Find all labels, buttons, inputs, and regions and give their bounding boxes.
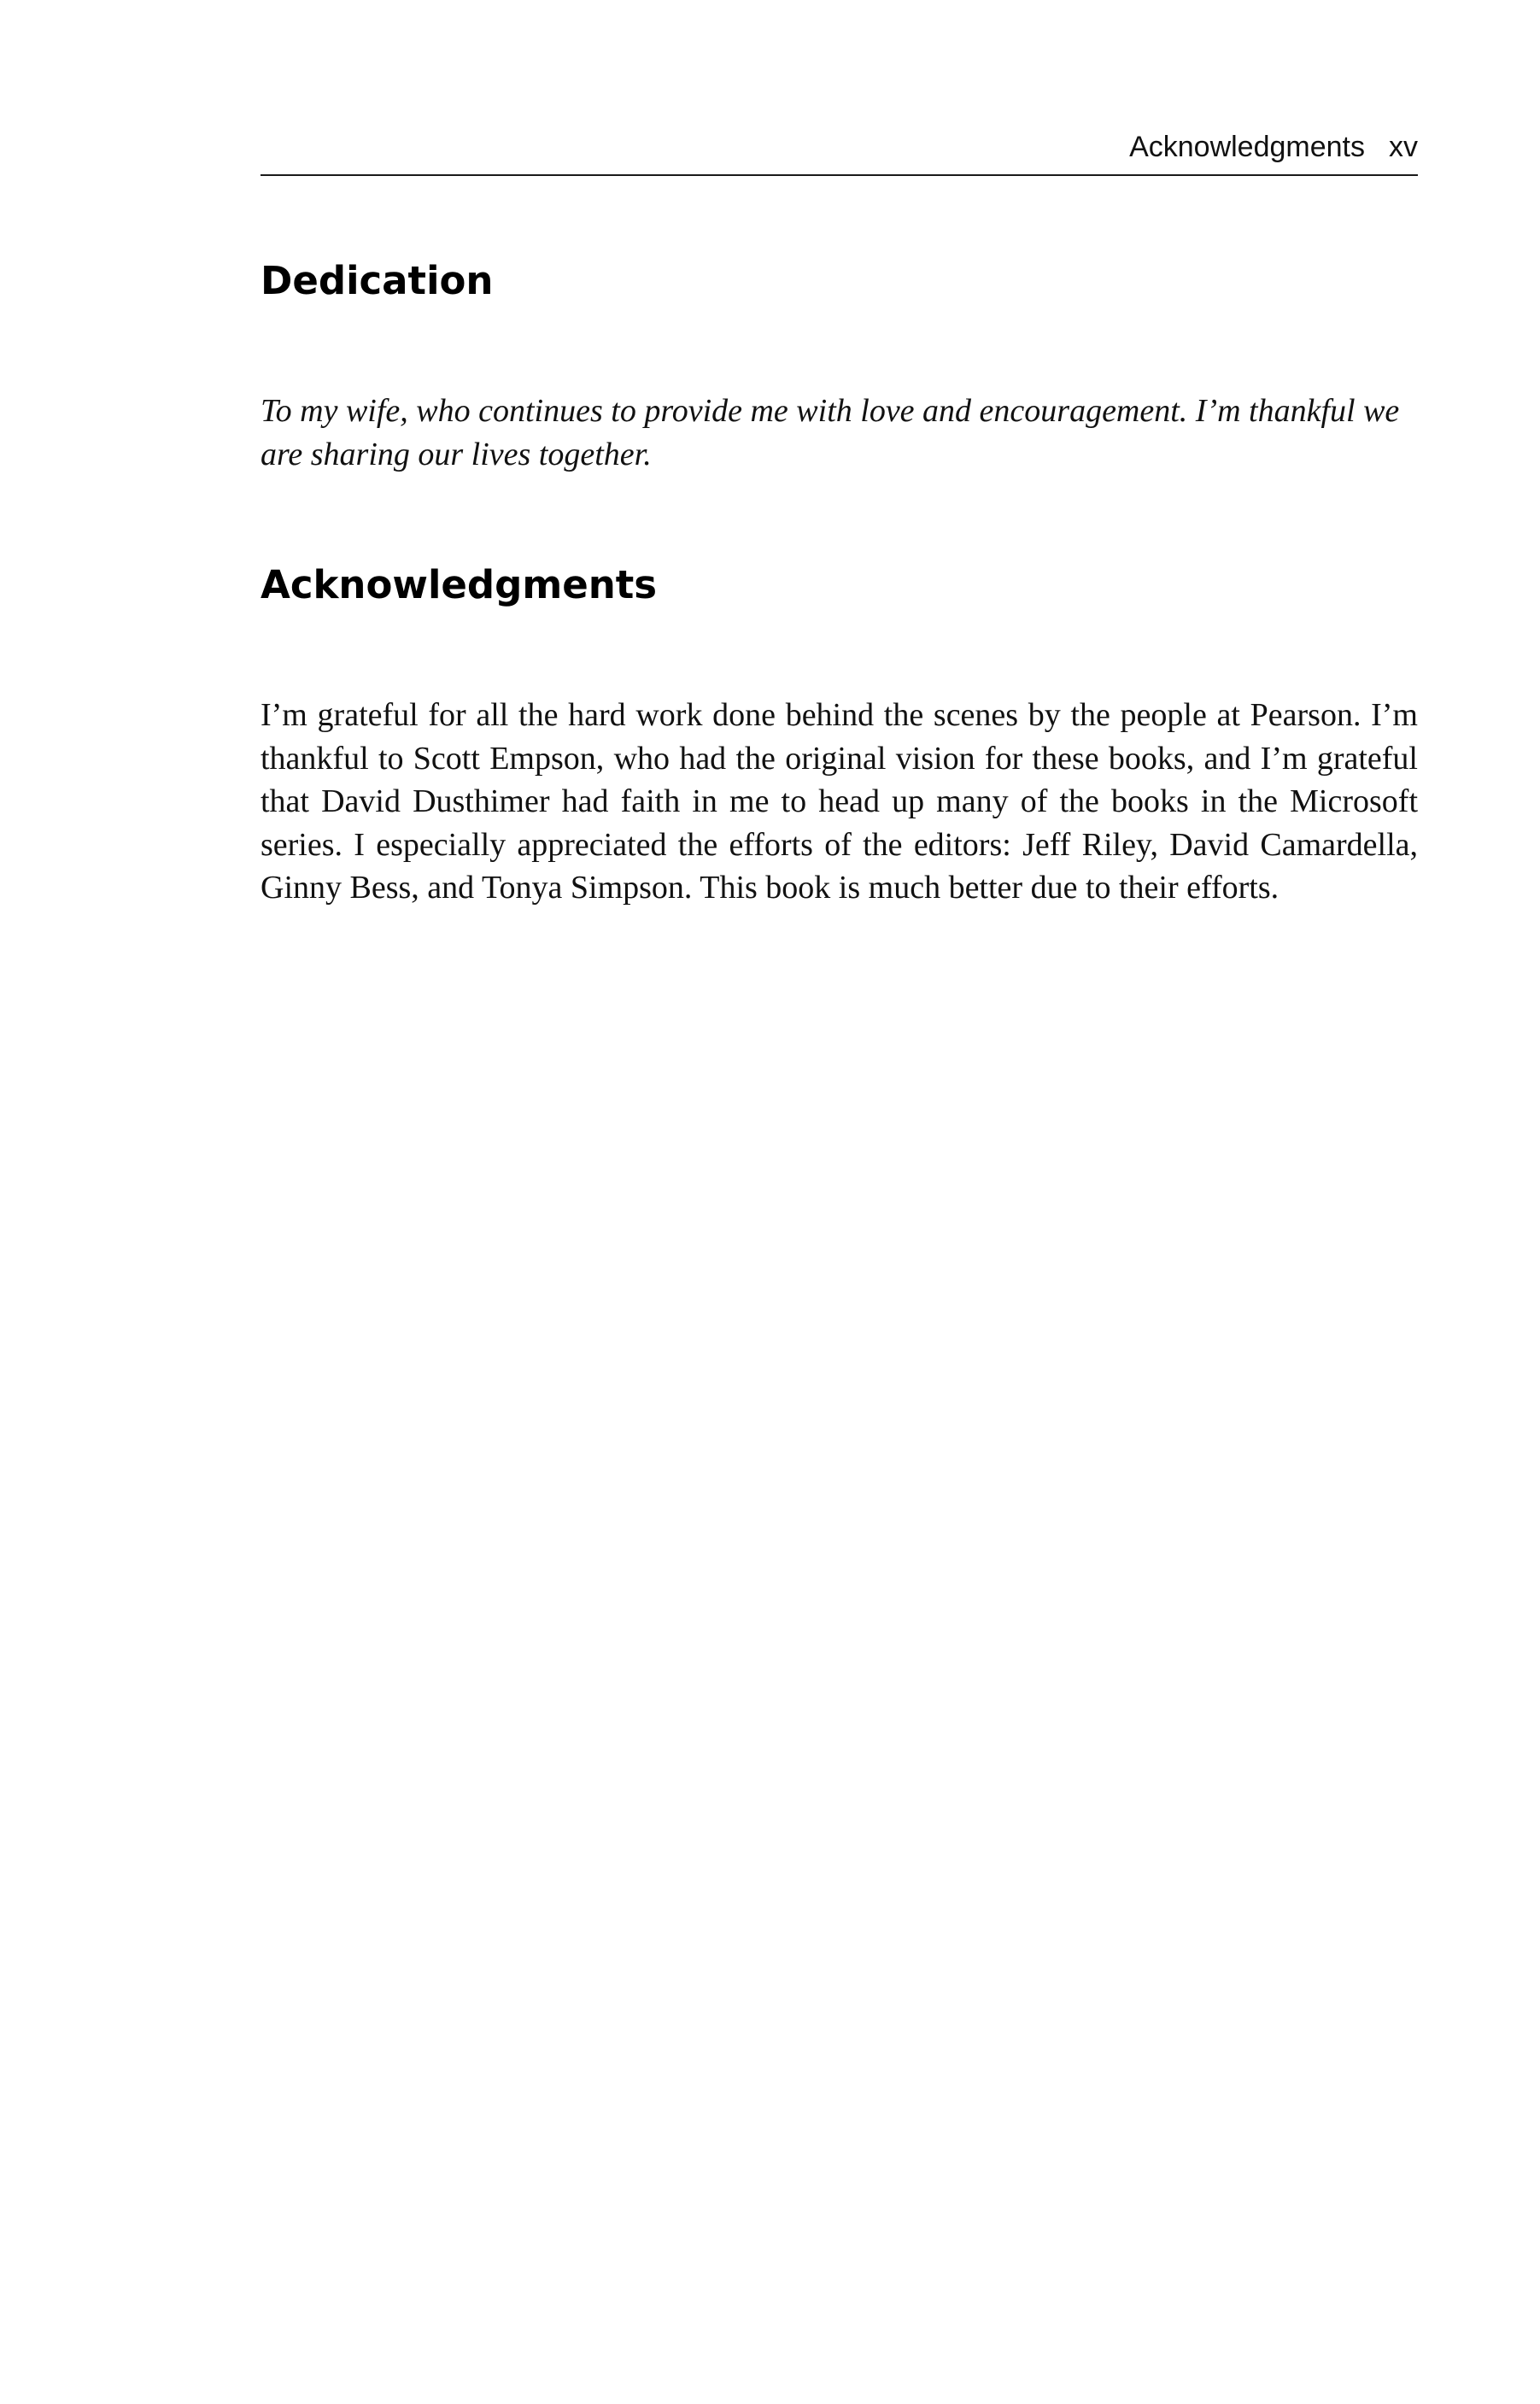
acknowledgments-text: I’m grateful for all the hard work done behind the scenes by the people at Pearson. I’m thankful to Scott Empson, who had the original vision for these books, and I’m grateful that David Dusthimer had faith in me to head up many of the books in the Microsoft series. I especially appreciated the efforts of the editors: Jeff Riley, David Camardella, Ginny Bess, and Tonya Simpson. This book is much better due to their efforts. bbox=[261, 697, 1418, 906]
dedication-heading: Dedication bbox=[261, 258, 494, 303]
acknowledgments-heading: Acknowledgments bbox=[261, 562, 658, 607]
page-number: xv bbox=[1389, 131, 1418, 163]
running-head-title: Acknowledgments bbox=[1129, 131, 1365, 163]
running-head bbox=[261, 125, 1418, 176]
dedication-text: To my wife, who continues to provide me with love and encouragement. I’m thankful we are sharing our lives together. bbox=[261, 393, 1400, 472]
